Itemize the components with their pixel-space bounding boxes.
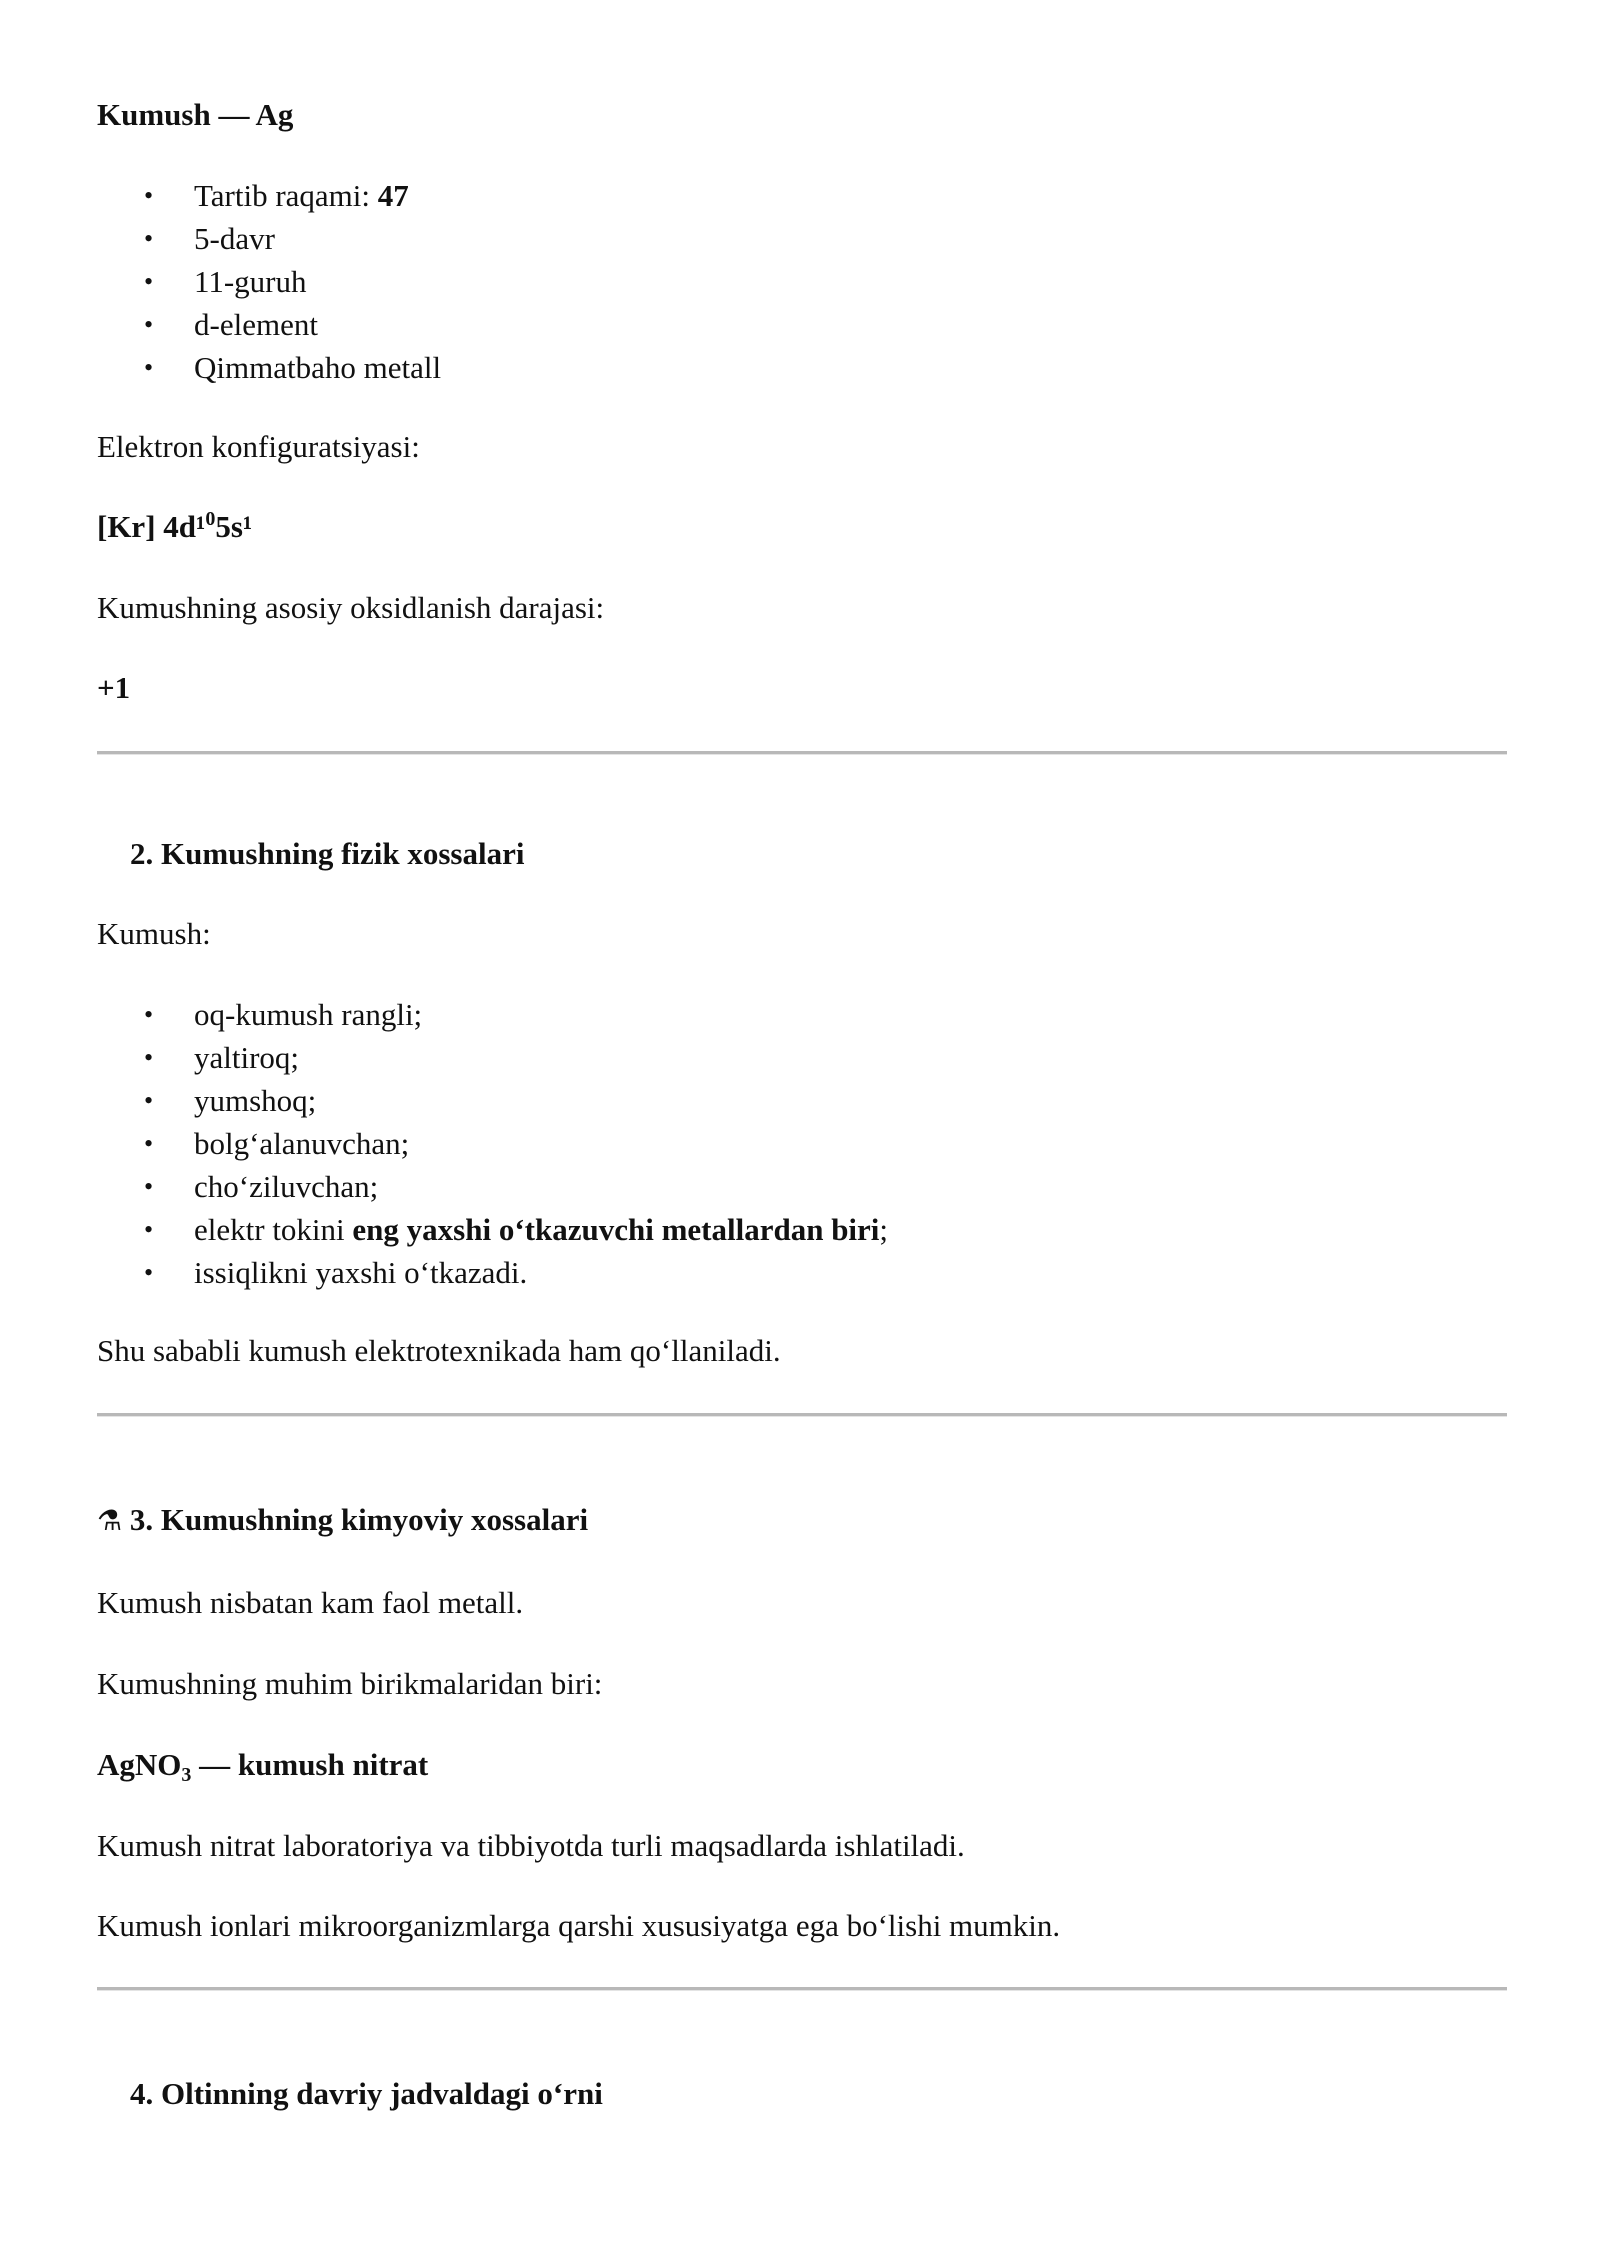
formula-line: AgNO$_3$ — kumush nitrat <box>97 1747 429 1786</box>
chemical-paragraph-2: Kumushning muhim birikmalaridan biri: <box>97 1666 603 1701</box>
atomic-number: 47 <box>377 178 409 213</box>
list-item: • oq-kumush rangli; <box>97 993 888 1036</box>
chemical-paragraph-3: Kumush nitrat laboratoriya va tibbiyotda turli maqsadlarda ishlatiladi. <box>97 1828 965 1863</box>
bullet-icon: • <box>144 267 154 296</box>
bullet-icon: • <box>144 1086 154 1115</box>
bullet-icon: • <box>144 353 154 382</box>
list-item: • yumshoq; <box>97 1079 888 1122</box>
list-item: • bolg‘alanuvchan; <box>97 1122 888 1165</box>
list-item: • cho‘ziluvchan; <box>97 1165 888 1208</box>
section-divider <box>97 1987 1507 1991</box>
list-item: • Tartib raqami: 47 <box>97 174 441 217</box>
element-title: Kumush — Ag <box>97 97 294 132</box>
chemical-paragraph-4: Kumush ionlari mikroorganizmlarga qarshi xususiyatga ega bo‘lishi mumkin. <box>97 1908 1061 1943</box>
list-item: • Qimmatbaho metall <box>97 346 441 389</box>
bullet-icon: • <box>144 1215 154 1244</box>
physical-conclusion: Shu sababli kumush elektrotexnikada ham qo‘llaniladi. <box>97 1333 781 1368</box>
list-item: • yaltiroq; <box>97 1036 888 1079</box>
physical-properties-list <box>97 993 888 1294</box>
physical-intro: Kumush: <box>97 916 211 951</box>
section-divider <box>97 751 1507 755</box>
list-item: • elektr tokini eng yaxshi o‘tkazuvchi metallardan biri; <box>97 1208 888 1251</box>
oxidation-value: +1 <box>97 670 131 705</box>
bullet-icon: • <box>144 1129 154 1158</box>
section-heading-physical: 2. Kumushning fizik xossalari <box>130 836 525 871</box>
section-heading-chemical: ⚗ 3. Kumushning kimyoviy xossalari <box>97 1502 589 1537</box>
bullet-icon: • <box>144 1258 154 1287</box>
section-heading-gold: 4. Oltinning davriy jadvaldagi o‘rni <box>130 2076 603 2111</box>
bullet-icon: • <box>144 1000 154 1029</box>
section-divider <box>97 1413 1507 1417</box>
electron-configuration: [Kr] 4d¹$^0$5s¹ <box>97 508 253 544</box>
bullet-icon: • <box>144 224 154 253</box>
element-properties-list <box>97 174 441 389</box>
bullet-icon: • <box>144 1043 154 1072</box>
list-item: • issiqlikni yaxshi o‘tkazadi. <box>97 1251 888 1294</box>
alembic-icon: ⚗ <box>97 1504 123 1537</box>
list-item: • 11-guruh <box>97 260 441 303</box>
list-item: • 5-davr <box>97 217 441 260</box>
chemical-paragraph-1: Kumush nisbatan kam faol metall. <box>97 1585 524 1620</box>
bullet-icon: • <box>144 1172 154 1201</box>
bullet-icon: • <box>144 181 154 210</box>
emphasis-text: eng yaxshi o‘tkazuvchi metallardan biri <box>352 1212 880 1247</box>
bullet-icon: • <box>144 310 154 339</box>
config-label: Elektron konfiguratsiyasi: <box>97 429 420 464</box>
list-item: • d-element <box>97 303 441 346</box>
oxidation-label: Kumushning asosiy oksidlanish darajasi: <box>97 590 605 625</box>
